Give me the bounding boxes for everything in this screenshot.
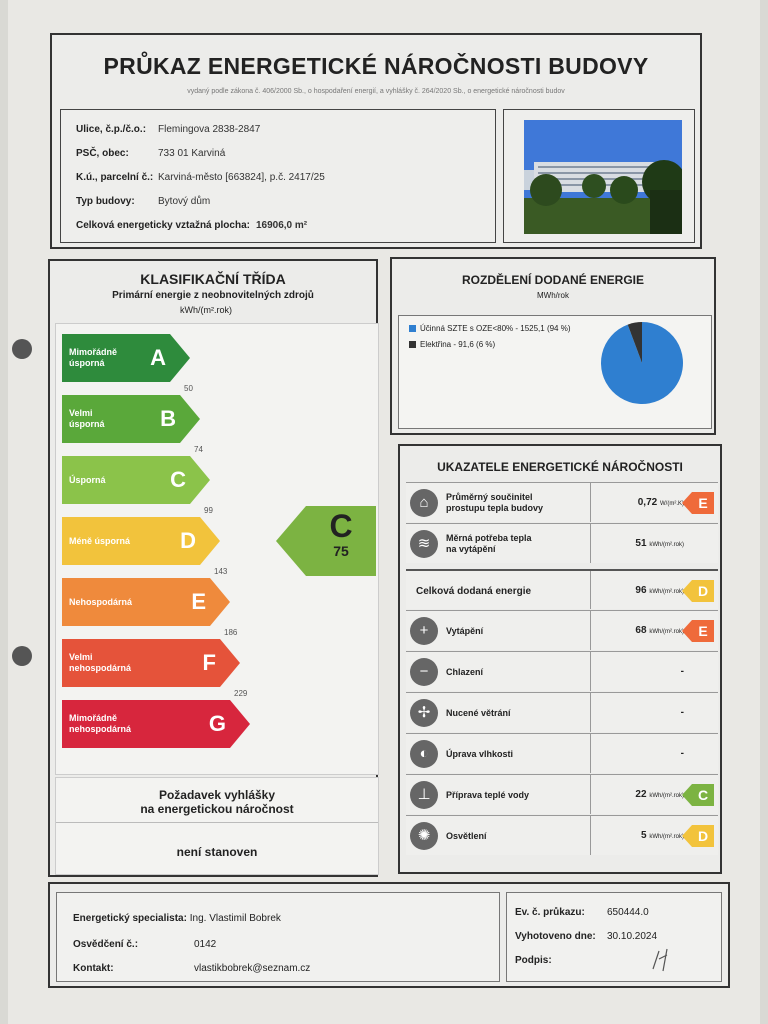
- indicator-name: Chlazení: [446, 666, 484, 677]
- band-arrow-tip: [220, 639, 240, 687]
- footer-section: [48, 882, 730, 988]
- band-label-line1: Velmi: [69, 408, 93, 418]
- signature-label: Podpis:: [515, 955, 552, 966]
- indicator-name: Nucené větrání: [446, 707, 511, 718]
- classification-section: [48, 259, 378, 877]
- indicator-name-line1: Měrná potřeba tepla: [446, 533, 532, 543]
- indicator-name: Úprava vlhkosti: [446, 748, 514, 759]
- area-label: Celková energeticky vztažná plocha:: [76, 220, 250, 231]
- class-threshold: 143: [214, 567, 228, 576]
- indicator-value-wrap: [594, 538, 684, 549]
- badge-letter: D: [692, 825, 714, 847]
- parcel-label: K.ú., parcelní č.:: [76, 172, 154, 183]
- wall-heat-icon: ≋: [410, 530, 438, 558]
- indicator-name-line1: Průměrný součinitel: [446, 492, 533, 502]
- classification-title: KLASIFIKAČNÍ TŘÍDA: [140, 271, 286, 287]
- city-label: PSČ, obec:: [76, 148, 129, 159]
- indicator-unit: kWh/(m².rok): [649, 542, 684, 548]
- band-arrow-tip: [190, 456, 210, 504]
- band-body: [62, 395, 180, 443]
- band-letter: E: [191, 589, 206, 614]
- classification-subtitle: Primární energie z neobnovitelných zdrojů: [112, 290, 314, 301]
- badge-arrow: [682, 580, 692, 602]
- signature-mark: [647, 945, 677, 975]
- indicator-name: Příprava teplé vody: [446, 789, 530, 800]
- indicator-divider: [590, 611, 591, 650]
- building-photo-image: [524, 120, 682, 234]
- type-label: Typ budovy:: [76, 196, 135, 207]
- indicator-divider: [590, 571, 591, 609]
- indicator-name: [446, 533, 532, 555]
- band-label-line1: Úsporná: [69, 474, 106, 485]
- band-label-line1: Mimořádně: [69, 713, 118, 723]
- requirement-line1: Požadavek vyhlášky: [158, 788, 276, 802]
- certificate-info: [506, 892, 722, 982]
- punch-hole: [12, 646, 32, 666]
- badge-letter: E: [692, 620, 714, 642]
- requirement-divider: [56, 822, 378, 823]
- badge-arrow: [682, 620, 692, 642]
- badge-letter: C: [692, 784, 714, 806]
- indicator-divider: [590, 734, 591, 773]
- band-letter: G: [208, 711, 226, 736]
- band-label-line2: úsporná: [69, 358, 105, 368]
- class-threshold: 50: [184, 384, 193, 393]
- legend-label: Elektřina - 91,6 (6 %): [420, 340, 496, 349]
- indicator-unit: kWh/(m².rok): [649, 793, 684, 799]
- band-body: [62, 517, 200, 565]
- indicator-value: -: [680, 707, 684, 718]
- indicator-value: -: [680, 666, 684, 677]
- specialist-value: Ing. Vlastimil Bobrek: [189, 913, 281, 924]
- indicator-row: [406, 774, 718, 814]
- legend-swatch: [409, 325, 416, 332]
- indicator-value-wrap: [594, 748, 684, 759]
- current-class-value: 75: [333, 543, 349, 559]
- band-letter: F: [202, 650, 216, 675]
- building-photo: [503, 109, 695, 243]
- band-letter: B: [160, 406, 176, 431]
- indicator-class-badge: [682, 620, 714, 642]
- energy-distribution-section: [390, 257, 716, 435]
- indicator-divider: [590, 693, 591, 732]
- faucet-icon: ⊥: [410, 781, 438, 809]
- energy-class-scale: [55, 323, 379, 775]
- contact-label: Kontakt:: [73, 963, 114, 974]
- legend-item: [409, 324, 571, 333]
- band-label: [69, 347, 117, 369]
- legend-swatch: [409, 341, 416, 348]
- band-label: [69, 408, 105, 430]
- thermometer-plus-icon: +: [410, 617, 438, 645]
- band-label-line1: Méně úsporná: [69, 535, 131, 546]
- class-threshold: 229: [234, 689, 248, 698]
- date-label: Vyhotoveno dne:: [515, 931, 596, 942]
- band-label: [69, 475, 106, 486]
- punch-hole: [12, 339, 32, 359]
- distribution-unit: MWh/rok: [537, 291, 569, 300]
- classification-unit: kWh/(m².rok): [180, 305, 232, 315]
- indicator-row: [406, 482, 718, 522]
- band-body: [62, 578, 210, 626]
- house-icon: ⌂: [410, 489, 438, 517]
- badge-letter: E: [692, 492, 714, 514]
- date-row: [515, 931, 657, 942]
- street-value: Flemingova 2838-2847: [158, 124, 261, 135]
- badge-arrow: [682, 825, 692, 847]
- indicators-title: UKAZATELE ENERGETICKÉ NÁROČNOSTI: [437, 460, 683, 474]
- indicator-row: [406, 569, 718, 609]
- indicator-value: 0,72: [637, 497, 658, 508]
- date-value: 30.10.2024: [607, 931, 658, 942]
- indicator-value-wrap: [594, 789, 684, 800]
- indicator-name-line2: na vytápění: [446, 544, 496, 554]
- info-row-parcel: [76, 172, 325, 183]
- building-info: [60, 109, 496, 243]
- band-letter: C: [170, 467, 186, 492]
- indicator-value: 96: [635, 585, 647, 596]
- indicator-value-wrap: [594, 830, 684, 841]
- energy-class-band-a: [62, 334, 190, 382]
- band-body: [62, 456, 190, 504]
- pie-chart: [599, 320, 685, 406]
- energy-class-band-d: [62, 517, 220, 565]
- indicator-value-wrap: [594, 585, 684, 596]
- requirement-line2: na energetickou náročnost: [140, 802, 294, 816]
- specialist-info: [56, 892, 500, 982]
- bulb-icon: ✺: [410, 822, 438, 850]
- band-arrow-tip: [170, 334, 190, 382]
- band-body: [62, 639, 220, 687]
- band-label-line2: nehospodárná: [69, 724, 132, 734]
- energy-class-band-f: [62, 639, 240, 687]
- thermometer-minus-icon: −: [410, 658, 438, 686]
- requirement-box: [55, 777, 379, 875]
- city-value: 733 01 Karviná: [158, 148, 226, 159]
- indicator-value-wrap: [594, 707, 684, 718]
- indicator-class-badge: [682, 580, 714, 602]
- fan-icon: ✢: [410, 699, 438, 727]
- indicator-value: 22: [635, 789, 647, 800]
- band-label: [69, 536, 130, 547]
- energy-class-band-g: [62, 700, 250, 748]
- badge-arrow: [682, 492, 692, 514]
- distribution-title: ROZDĚLENÍ DODANÉ ENERGIE: [461, 273, 644, 287]
- band-letter: D: [180, 528, 196, 553]
- indicator-divider: [590, 816, 591, 855]
- band-label-line1: Velmi: [69, 652, 93, 662]
- indicator-value-wrap: [594, 666, 684, 677]
- info-row-type: [76, 196, 210, 207]
- indicator-class-badge: [682, 492, 714, 514]
- page-subtitle: vydaný podle zákona č. 406/2000 Sb., o hospodaření energií, a vyhlášky č. 264/2020 Sb., o energetické náročnosti budov: [187, 88, 565, 95]
- signature-row: [515, 955, 552, 966]
- indicator-value: 68: [635, 625, 647, 636]
- legend-item: [409, 340, 495, 349]
- indicator-value-wrap: [594, 625, 684, 636]
- class-threshold: 186: [224, 628, 238, 637]
- type-value: Bytový dům: [158, 196, 211, 207]
- band-body: [62, 334, 170, 382]
- band-body: [62, 700, 230, 748]
- area-value: 16906,0 m²: [255, 220, 308, 231]
- indicator-value-wrap: [594, 497, 684, 508]
- indicator-row: [406, 692, 718, 732]
- energy-class-band-c: [62, 456, 210, 504]
- indicator-class-badge: [682, 784, 714, 806]
- indicator-class-badge: [682, 825, 714, 847]
- indicator-unit: kWh/(m².rok): [649, 629, 684, 635]
- indicator-name: [446, 492, 543, 514]
- band-arrow-tip: [210, 578, 230, 626]
- indicator-divider: [590, 652, 591, 691]
- indicator-name-line2: prostupu tepla budovy: [446, 503, 544, 513]
- info-row-street: [76, 124, 260, 135]
- indicator-row: [406, 610, 718, 650]
- requirement-value: není stanoven: [176, 845, 258, 859]
- droplet-icon: ◐: [410, 740, 438, 768]
- specialist-row: [73, 913, 281, 924]
- page-title: PRŮKAZ ENERGETICKÉ NÁROČNOSTI BUDOVY: [103, 53, 649, 79]
- band-label-line2: úsporná: [69, 419, 105, 429]
- indicator-row: [406, 523, 718, 563]
- indicator-row: [406, 651, 718, 691]
- indicator-row: [406, 815, 718, 855]
- band-label-line1: Mimořádně: [69, 347, 118, 357]
- band-arrow-tip: [180, 395, 200, 443]
- indicator-name: Osvětlení: [446, 830, 487, 841]
- specialist-label: Energetický specialista:: [73, 913, 187, 924]
- badge-arrow: [682, 784, 692, 806]
- band-label-line1: Nehospodárná: [69, 596, 133, 607]
- cert-row: [73, 939, 216, 950]
- band-label: [69, 597, 132, 608]
- band-label: [69, 652, 131, 674]
- reg-label: Ev. č. průkazu:: [515, 907, 585, 918]
- indicator-divider: [590, 483, 591, 522]
- current-class-letter: C: [329, 508, 353, 544]
- cert-label: Osvědčení č.:: [73, 939, 139, 950]
- band-label-line2: nehospodárná: [69, 663, 132, 673]
- cert-value: 0142: [194, 939, 217, 950]
- header-section: [50, 33, 702, 249]
- reg-row: [515, 907, 649, 918]
- indicator-value: 51: [635, 538, 647, 549]
- info-row-city: [76, 148, 225, 159]
- indicators-section: [398, 444, 722, 874]
- band-label: [69, 713, 131, 735]
- contact-value: vlastikbobrek@seznam.cz: [194, 963, 311, 974]
- reg-value: 650444.0: [607, 907, 649, 918]
- legend-label: Účinná SZTE s OZE<80% - 1525,1 (94 %): [420, 324, 571, 333]
- class-threshold: 99: [204, 506, 213, 515]
- indicator-divider: [590, 775, 591, 814]
- current-class-arrow: [276, 506, 306, 576]
- indicator-divider: [590, 524, 591, 563]
- energy-class-band-e: [62, 578, 230, 626]
- indicator-name: Celková dodaná energie: [416, 585, 532, 597]
- indicator-unit: W/(m².K): [660, 501, 684, 507]
- class-threshold: 74: [194, 445, 203, 454]
- contact-row: [73, 963, 310, 974]
- band-letter: A: [150, 345, 166, 370]
- info-row-area: [76, 220, 307, 231]
- indicator-row: [406, 733, 718, 773]
- parcel-value: Karviná-město [663824], p.č. 2417/25: [158, 172, 325, 183]
- band-arrow-tip: [200, 517, 220, 565]
- street-label: Ulice, č.p./č.o.:: [76, 124, 147, 135]
- indicator-value: 5: [640, 830, 647, 841]
- indicator-name: Vytápění: [446, 625, 484, 636]
- distribution-chart: [398, 315, 712, 429]
- energy-class-band-b: [62, 395, 200, 443]
- indicator-value: -: [680, 748, 684, 759]
- current-class-body: [306, 506, 376, 576]
- indicator-unit: kWh/(m².rok): [649, 589, 684, 595]
- current-class-marker: [276, 506, 376, 576]
- indicator-unit: kWh/(m².rok): [649, 834, 684, 840]
- band-arrow-tip: [230, 700, 250, 748]
- badge-letter: D: [692, 580, 714, 602]
